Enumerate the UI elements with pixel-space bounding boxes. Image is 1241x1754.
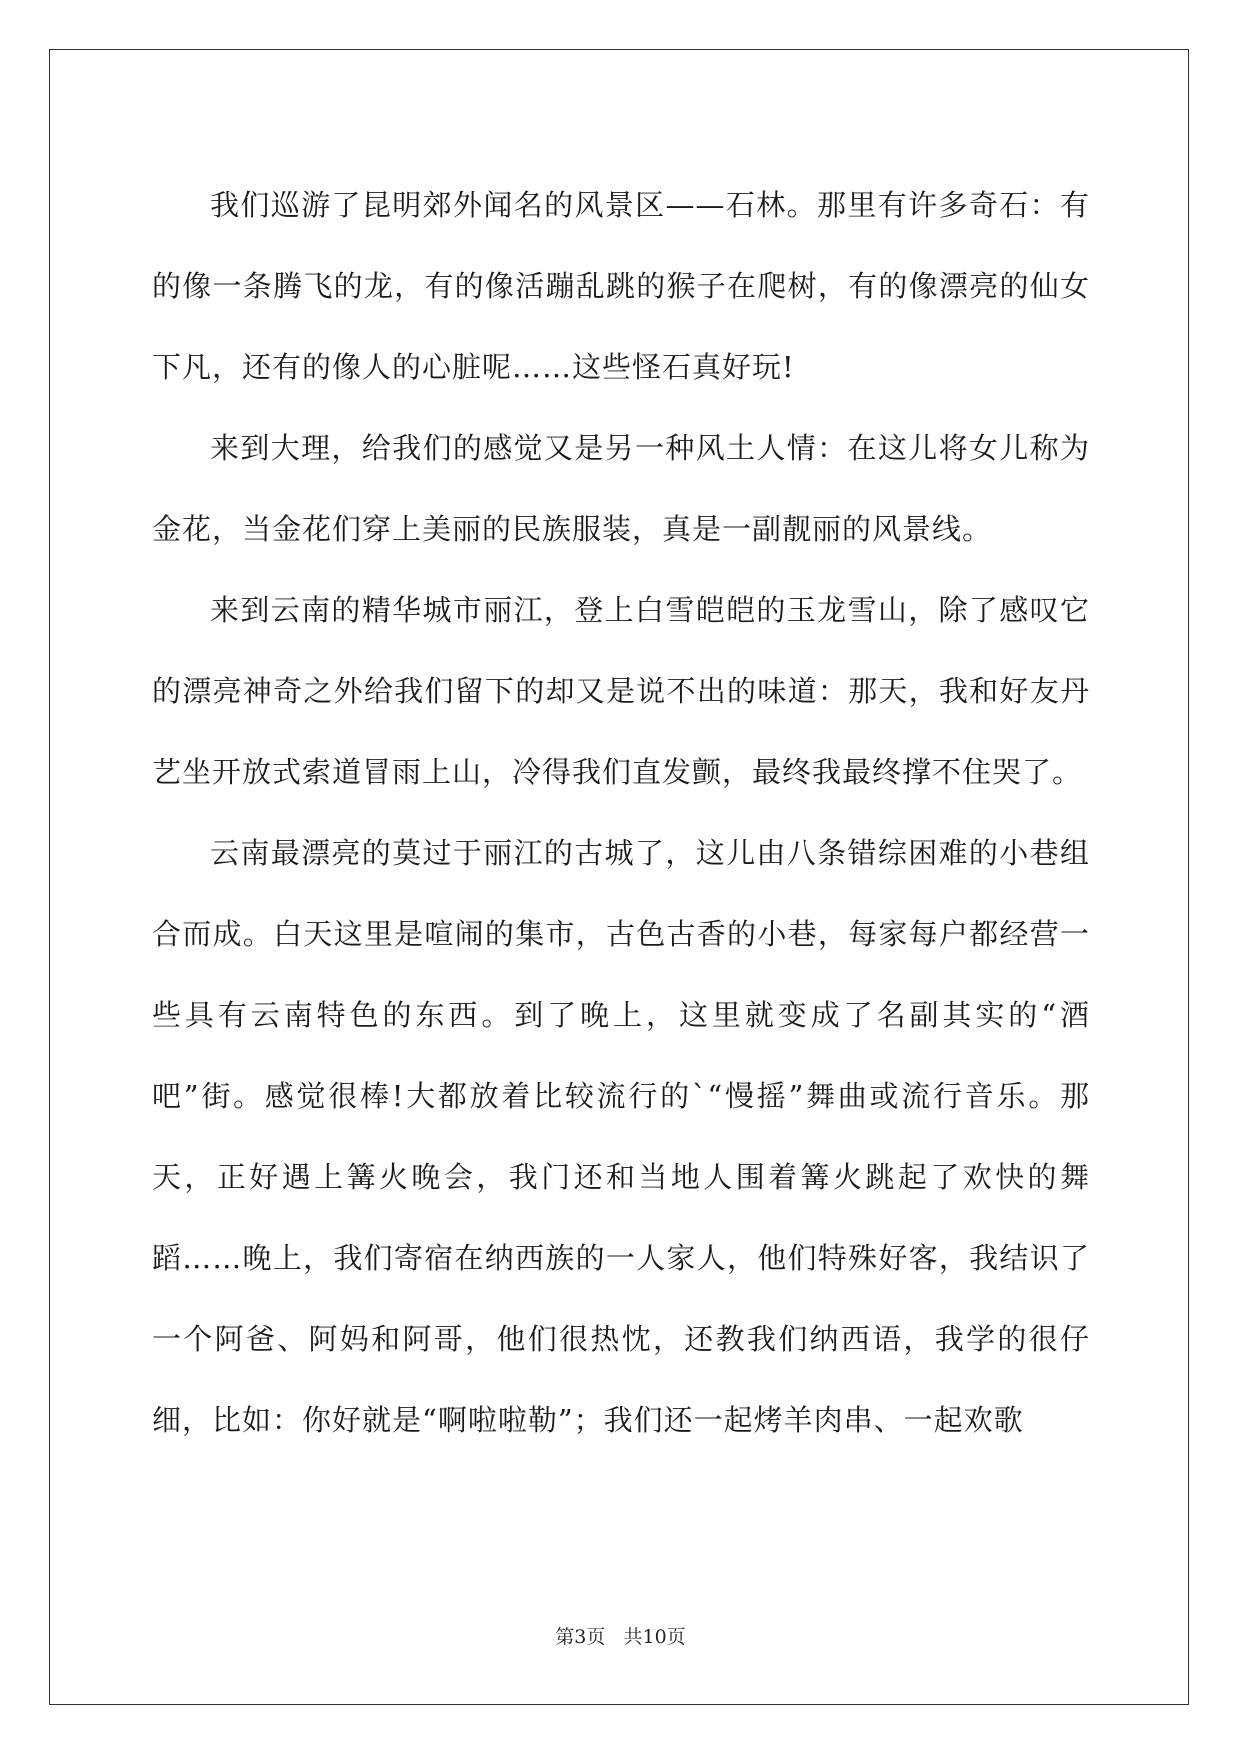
paragraph-dali: 来到大理，给我们的感觉又是另一种风土人情：在这儿将女儿称为金花，当金花们穿上美丽的民族服装，真是一副靓丽的风景线。 <box>152 431 1090 546</box>
paragraph-jade-dragon-mountain: 来到云南的精华城市丽江，登上白雪皑皑的玉龙雪山，除了感叹它的漂亮神奇之外给我们留下的却又是说不出的味道：那天，我和好友丹艺坐开放式索道冒雨上山，冷得我们直发颤，最终我最终撑不住哭了。 <box>152 593 1090 789</box>
paragraph-stone-forest: 我们巡游了昆明郊外闻名的风景区——石林。那里有许多奇石：有的像一条腾飞的龙，有的像活蹦乱跳的猴子在爬树，有的像漂亮的仙女下凡，还有的像人的心脏呢……这些怪石真好玩! <box>152 188 1090 384</box>
page-number-footer: 第3页 共10页 <box>555 1626 686 1648</box>
paragraph-lijiang-old-town: 云南最漂亮的莫过于丽江的古城了，这儿由八条错综困难的小巷组合而成。白天这里是喧闹的集市，古色古香的小巷，每家每户都经营一些具有云南特色的东西。到了晚上，这里就变成了名副其实的“酒吧”街。感觉很棒!大都放着比较流行的`“慢摇”舞曲或流行音乐。那天，正好遇上篝火晚会，我门还和当地人围着篝火跳起了欢快的舞蹈……晚上，我们寄宿在纳西族的一人家人，他们特殊好客，我结识了一个阿爸、阿妈和阿哥，他们很热忱，还教我们纳西语，我学的很仔细，比如：你好就是“啊啦啦勒”；我们还一起烤羊肉串、一起欢歌 <box>152 836 1090 1437</box>
document-body <box>152 165 1090 1461</box>
